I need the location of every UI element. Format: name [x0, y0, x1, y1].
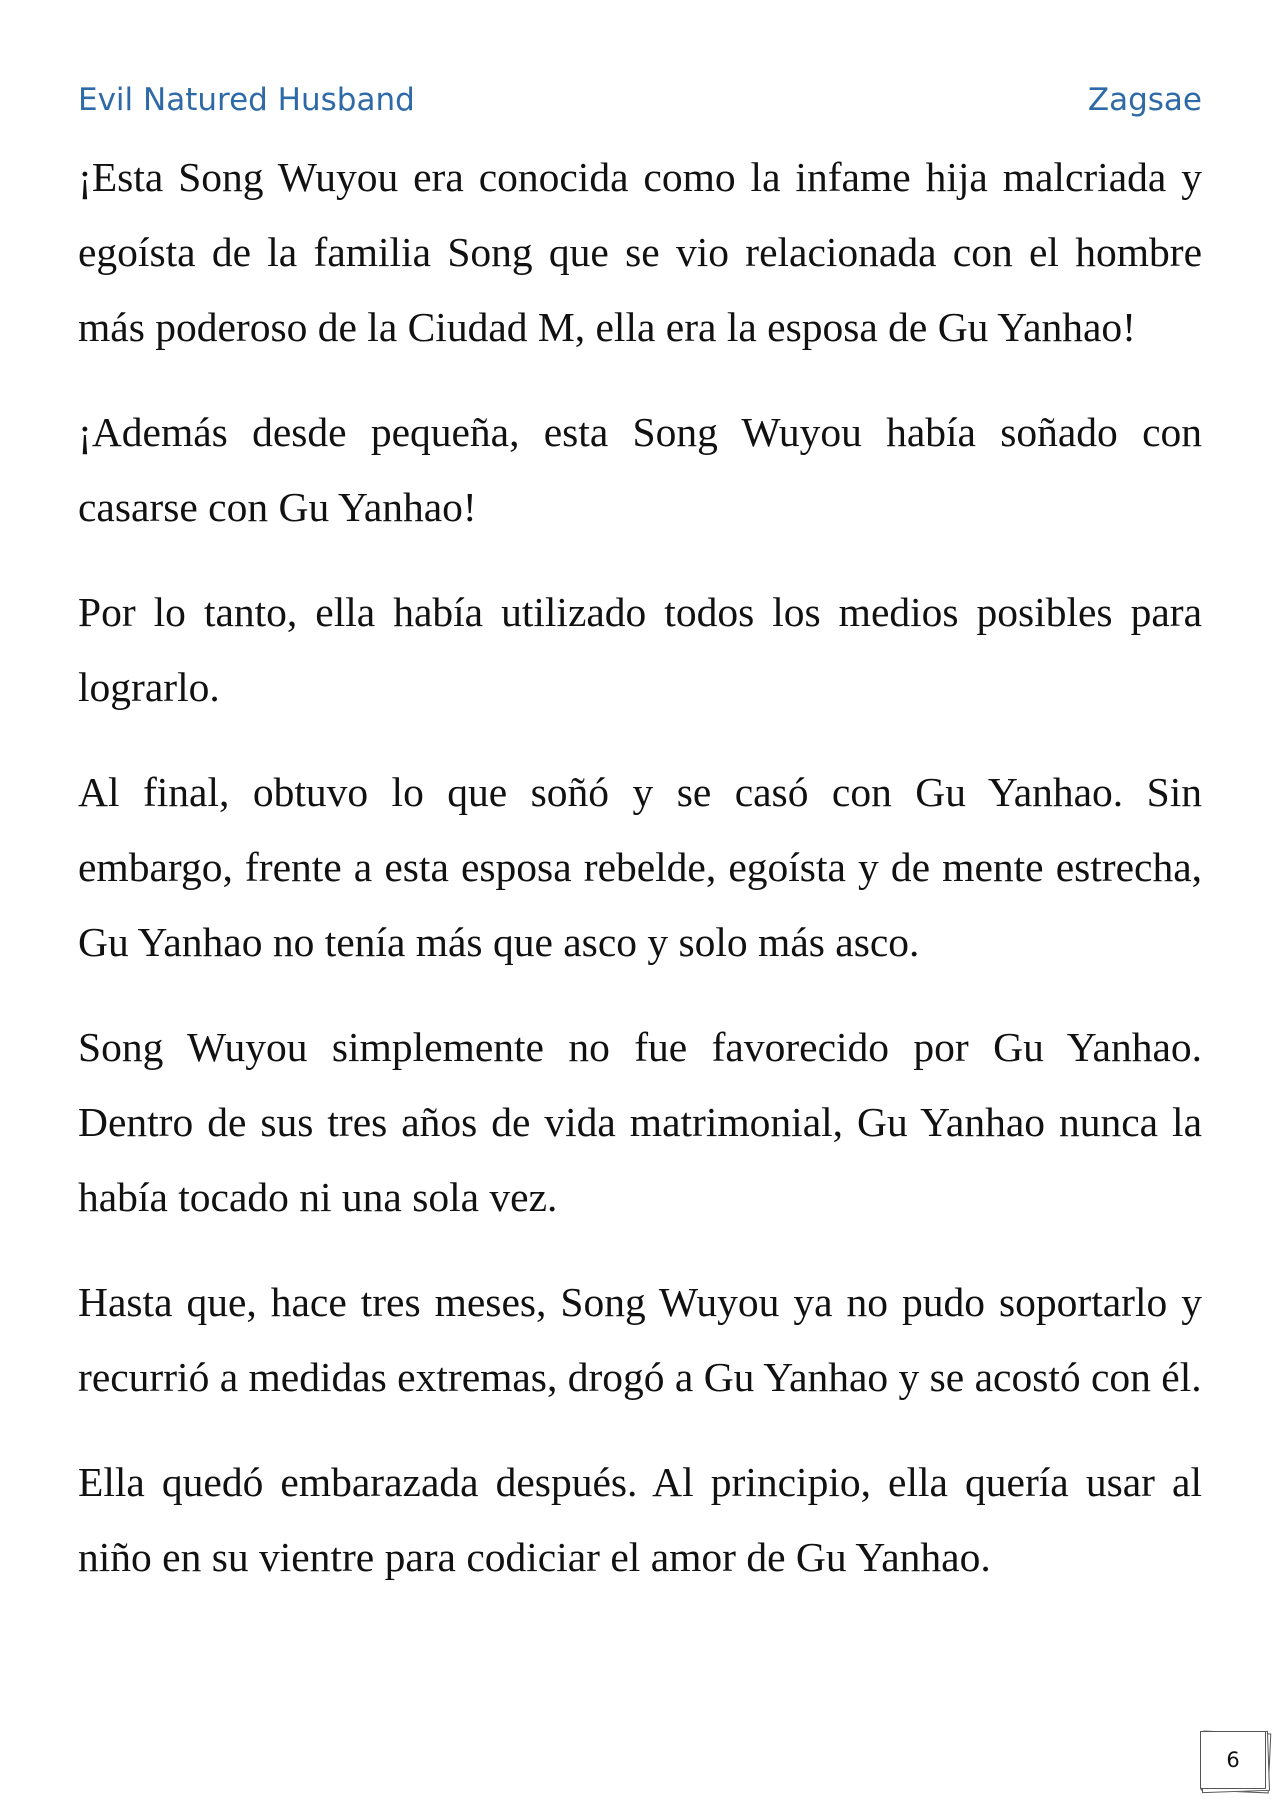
- paragraph: Hasta que, hace tres meses, Song Wuyou ya no pudo soportarlo y recurrió a medidas extremas, drogó a Gu Yanhao y se acostó con él.: [78, 1279, 1202, 1400]
- author-name: Zagsae: [1087, 82, 1202, 118]
- paragraph: ¡Esta Song Wuyou era conocida como la infame hija malcriada y egoísta de la familia Song que se vio relacionada con el hombre más poderoso de la Ciudad M, ella era la esposa de Gu Yanhao!: [78, 154, 1202, 350]
- paragraph: ¡Además desde pequeña, esta Song Wuyou había soñado con casarse con Gu Yanhao!: [78, 409, 1202, 530]
- page-body: [78, 140, 1202, 1625]
- paragraph: Al final, obtuvo lo que soñó y se casó con Gu Yanhao. Sin embargo, frente a esta esposa rebelde, egoísta y de mente estrecha, Gu Yanhao no tenía más que asco y solo más asco.: [78, 769, 1202, 965]
- paragraph: Por lo tanto, ella había utilizado todos los medios posibles para lograrlo.: [78, 589, 1202, 710]
- page-number-box: [1198, 1730, 1270, 1790]
- paragraph: Song Wuyou simplemente no fue favorecido por Gu Yanhao. Dentro de sus tres años de vida matrimonial, Gu Yanhao nunca la había tocado ni una sola vez.: [78, 1024, 1202, 1220]
- book-title: Evil Natured Husband: [78, 82, 415, 118]
- paragraph: Ella quedó embarazada después. Al principio, ella quería usar al niño en su vientre para codiciar el amor de Gu Yanhao.: [78, 1459, 1202, 1580]
- page-number: 6: [1226, 1748, 1240, 1772]
- page-number-sheet: [1200, 1731, 1266, 1789]
- page-header: [78, 78, 1202, 122]
